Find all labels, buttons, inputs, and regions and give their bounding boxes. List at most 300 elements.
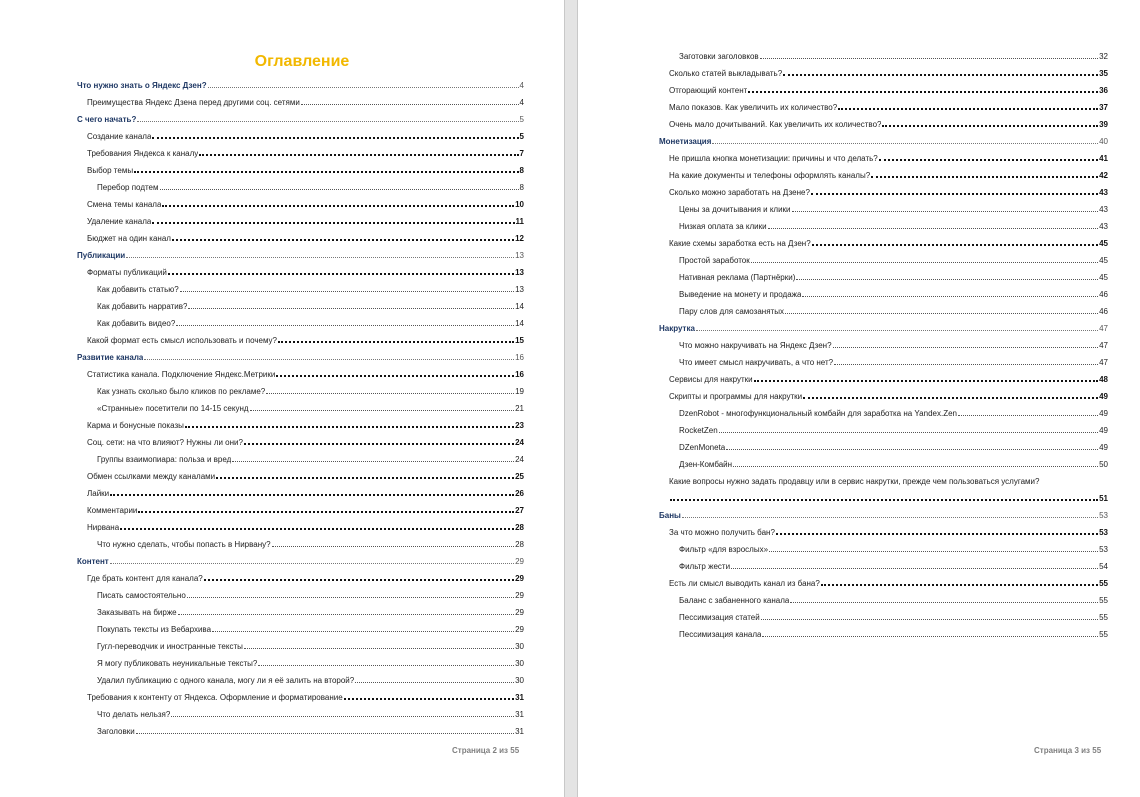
toc-entry-title: Заказывать на бирже: [97, 608, 177, 617]
toc-entry[interactable]: [77, 179, 524, 196]
toc-entry[interactable]: [77, 298, 524, 315]
toc-entry[interactable]: [77, 315, 524, 332]
toc-entry[interactable]: [77, 417, 524, 434]
toc-entry-title: Публикации: [77, 251, 126, 260]
toc-entry-title: Выведение на монету и продажа: [679, 290, 802, 299]
toc-entry-title: Преимущества Яндекс Дзена перед другими соц. сетями: [87, 98, 300, 107]
toc-entry[interactable]: [659, 507, 1108, 524]
toc-entry[interactable]: [77, 400, 524, 417]
toc-entry-page-number: 53: [1099, 528, 1108, 537]
toc-entry[interactable]: [659, 48, 1108, 65]
toc-entry-title: Покупать тексты из Вебархива: [97, 625, 212, 634]
toc-entry-title: Фильтр жести: [679, 562, 731, 571]
toc-entry-page-number: 48: [1099, 375, 1108, 384]
toc-dot-leader: [278, 340, 514, 343]
toc-entry-title: Пару слов для самозанятых: [679, 307, 784, 316]
toc-dot-leader: [144, 358, 514, 360]
toc-entry[interactable]: [659, 167, 1108, 184]
toc-entry-title: Бюджет на один канал: [87, 234, 171, 243]
toc-entry-page-number: 45: [1099, 256, 1108, 265]
toc-dot-leader: [769, 550, 1098, 552]
toc-entry-title: Обмен ссылками между каналами: [87, 472, 216, 481]
toc-entry-page-number: 7: [519, 149, 524, 158]
toc-entry-page-number: 40: [1099, 137, 1108, 146]
toc-dot-leader: [171, 715, 514, 717]
toc-entry-title: Как узнать сколько было кликов по рекламе?: [97, 387, 266, 396]
toc-entry-title: Что можно накручивать на Яндекс Дзен?: [679, 341, 832, 350]
toc-dot-leader: [120, 527, 514, 530]
toc-entry[interactable]: [659, 439, 1108, 456]
toc-entry[interactable]: [659, 354, 1108, 371]
toc-dot-leader: [199, 153, 518, 156]
toc-dot-leader: [762, 635, 1098, 637]
toc-dot-leader: [204, 578, 514, 581]
toc-dot-leader: [180, 290, 514, 292]
toc-entry-title: Есть ли смысл выводить канал из бана?: [669, 579, 820, 588]
toc-entry-page-number: 39: [1099, 120, 1108, 129]
toc-entry-page-number: 36: [1099, 86, 1108, 95]
toc-entry-title: Мало показов. Как увеличить их количество?: [669, 103, 838, 112]
toc-dot-leader: [733, 465, 1098, 467]
toc-entry[interactable]: [77, 468, 524, 485]
toc-entry-title: Скрипты и программы для накрутки: [669, 392, 803, 401]
toc-entry[interactable]: [77, 723, 524, 740]
toc-entry-title: Нативная реклама (Партнёрки): [679, 273, 796, 282]
toc-dot-leader: [176, 324, 514, 326]
toc-entry[interactable]: [77, 638, 524, 655]
page-footer-right: Страница 3 из 55: [1034, 746, 1102, 755]
toc-dot-leader: [126, 256, 514, 258]
toc-entry-page-number: 37: [1099, 103, 1108, 112]
toc-dot-leader: [833, 346, 1099, 348]
toc-entry-page-number: 19: [515, 387, 524, 396]
toc-entry-title: Накрутка: [659, 324, 695, 333]
toc-entry-title: Перебор подтем: [97, 183, 159, 192]
toc-entry-page-number: 55: [1099, 613, 1108, 622]
toc-entry-title: Статистика канала. Подключение Яндекс.Метрики: [87, 370, 276, 379]
toc-entry-title: Заготовки заголовков: [679, 52, 759, 61]
toc-entry-page-number: 14: [515, 319, 524, 328]
toc-entry-title: Как добавить видео?: [97, 319, 176, 328]
toc-dot-leader: [178, 613, 514, 615]
toc-dot-leader: [796, 278, 1098, 280]
toc-dot-leader: [136, 732, 514, 734]
toc-dot-leader: [748, 90, 1098, 93]
toc-entry-page-number: 43: [1099, 188, 1108, 197]
toc-entry[interactable]: [77, 94, 524, 111]
toc-dot-leader: [792, 210, 1099, 212]
toc-entry-page-number: 27: [515, 506, 524, 515]
toc-entry-title: «Странные» посетители по 14-15 секунд: [97, 404, 249, 413]
toc-entry-title: Как добавить нарратив?: [97, 302, 188, 311]
toc-entry-title: Сервисы для накрутки: [669, 375, 753, 384]
toc-entry-title: Пессимизация канала: [679, 630, 762, 639]
toc-dot-leader: [696, 329, 1098, 331]
toc-dot-leader: [276, 374, 514, 377]
toc-entry-page-number: 28: [515, 540, 524, 549]
toc-dot-leader: [882, 124, 1098, 127]
toc-entry-title: Дзен-Комбайн: [679, 460, 733, 469]
toc-entry-title: Что делать нельзя?: [97, 710, 171, 719]
toc-entry[interactable]: [659, 456, 1108, 473]
toc-entry-page-number: 46: [1099, 290, 1108, 299]
toc-dot-leader: [751, 261, 1098, 263]
toc-entry-title: Выбор темы: [87, 166, 134, 175]
toc-dot-leader: [838, 107, 1098, 110]
toc-entry[interactable]: [77, 587, 524, 604]
toc-dot-leader: [188, 307, 514, 309]
toc-entry-page-number: 30: [515, 642, 524, 651]
toc-dot-leader: [958, 414, 1098, 416]
toc-dot-leader: [272, 545, 514, 547]
toc-entry-title: Как добавить статью?: [97, 285, 179, 294]
toc-entry[interactable]: [77, 485, 524, 502]
toc-entry[interactable]: [659, 320, 1108, 337]
toc-dot-leader: [812, 243, 1098, 246]
toc-entry-title: Я могу публиковать неуникальные тексты?: [97, 659, 258, 668]
toc-entry-page-number: 46: [1099, 307, 1108, 316]
toc-dot-leader: [768, 227, 1098, 229]
toc-entry[interactable]: [659, 371, 1108, 388]
toc-entry-page-number: 29: [515, 574, 524, 583]
toc-entry-title: Форматы публикаций: [87, 268, 167, 277]
toc-entry-title: Гугл-переводчик и иностранные тексты: [97, 642, 243, 651]
toc-entry-title: С чего начать?: [77, 115, 137, 124]
toc-dot-leader: [216, 476, 514, 479]
toc-entry-title: Требования к контенту от Яндекса. Оформление и форматирование: [87, 693, 343, 702]
toc-entry[interactable]: [77, 196, 524, 213]
page-footer-left: Страница 2 из 55: [452, 746, 520, 755]
toc-entry-title: Фильтр «для взрослых»: [679, 545, 769, 554]
toc-dot-leader: [250, 409, 515, 411]
toc-entry[interactable]: [659, 609, 1108, 626]
toc-dot-leader: [879, 158, 1098, 161]
toc-entry[interactable]: [77, 111, 524, 128]
toc-entry-title: DzenRobot - многофункциональный комбайн для заработка на Yandex.Zen: [679, 409, 957, 418]
toc-entry-page-number: 5: [519, 115, 524, 124]
toc-dot-leader: [160, 188, 519, 190]
toc-dot-leader: [152, 221, 514, 224]
toc-entry[interactable]: [659, 558, 1108, 575]
toc-entry-page-number: 5: [519, 132, 524, 141]
toc-entry-title: Комментарии: [87, 506, 138, 515]
toc-entry-title: Какой формат есть смысл использовать и почему?: [87, 336, 278, 345]
toc-entry-page-number: 29: [515, 591, 524, 600]
toc-entry-title: Низкая оплата за клики: [679, 222, 767, 231]
toc-entry[interactable]: [659, 592, 1108, 609]
toc-entry-title: Цены за дочитывания и клики: [679, 205, 791, 214]
toc-entry[interactable]: [77, 604, 524, 621]
toc-entry[interactable]: [77, 655, 524, 672]
toc-dot-leader: [110, 493, 514, 496]
toc-entry-title: Где брать контент для канала?: [87, 574, 203, 583]
toc-entry-title: Не пришла кнопка монетизации: причины и что делать?: [669, 154, 878, 163]
toc-entry-page-number: 25: [515, 472, 524, 481]
toc-entry-page-number: 45: [1099, 239, 1108, 248]
toc-entry-title: Удалил публикацию с одного канала, могу ли я её залить на второй?: [97, 676, 355, 685]
toc-entry-title: DZenMoneta: [679, 443, 726, 452]
toc-dot-leader: [760, 57, 1098, 59]
toc-entry[interactable]: [659, 405, 1108, 422]
toc-entry-page-number: 35: [1099, 69, 1108, 78]
toc-dot-leader: [754, 379, 1098, 382]
toc-entry-page-number: 54: [1099, 562, 1108, 571]
toc-entry[interactable]: [77, 621, 524, 638]
toc-entry[interactable]: [77, 570, 524, 587]
toc-dot-leader: [682, 516, 1098, 518]
toc-entry-page-number: 55: [1099, 596, 1108, 605]
toc-entry[interactable]: [659, 133, 1108, 150]
toc-entry[interactable]: [659, 473, 1108, 507]
toc-dot-leader: [344, 697, 514, 700]
toc-entry-page-number: 24: [515, 438, 524, 447]
toc-entry-title: Какие вопросы нужно задать продавцу или в сервис накрутки, прежде чем пользоваться услугами?: [669, 477, 1040, 486]
toc-entry-page-number: 23: [515, 421, 524, 430]
toc-list-left: [77, 77, 524, 740]
toc-dot-leader: [802, 295, 1098, 297]
toc-entry[interactable]: [659, 269, 1108, 286]
toc-entry-page-number: 4: [519, 81, 524, 90]
toc-entry-page-number: 49: [1099, 392, 1108, 401]
toc-entry-title: Баны: [659, 511, 681, 520]
toc-dot-leader: [212, 630, 514, 632]
toc-entry-title: Баланс с забаненного канала: [679, 596, 790, 605]
toc-entry-page-number: 16: [515, 370, 524, 379]
toc-list-right: [659, 48, 1108, 643]
toc-entry-title: Карма и бонусные показы: [87, 421, 184, 430]
toc-dot-leader: [162, 204, 514, 207]
toc-dot-leader: [761, 618, 1098, 620]
toc-entry-title: Отгорающий контент: [669, 86, 748, 95]
toc-dot-leader: [803, 396, 1098, 399]
toc-dot-leader: [776, 532, 1098, 535]
toc-dot-leader: [134, 170, 518, 173]
toc-entry-title: Создание канала: [87, 132, 152, 141]
toc-entry-title: Удаление канала: [87, 217, 152, 226]
toc-entry[interactable]: [659, 626, 1108, 643]
toc-entry[interactable]: [77, 77, 524, 94]
toc-entry[interactable]: [77, 332, 524, 349]
toc-entry-title: Простой заработок: [679, 256, 750, 265]
toc-dot-leader: [731, 567, 1098, 569]
toc-entry[interactable]: [77, 247, 524, 264]
toc-entry-title: Нирвана: [87, 523, 120, 532]
toc-entry-page-number: 4: [519, 98, 524, 107]
toc-entry[interactable]: [77, 519, 524, 536]
toc-entry[interactable]: [659, 235, 1108, 252]
toc-entry-title: Очень мало дочитываний. Как увеличить их количество?: [669, 120, 882, 129]
toc-dot-leader: [258, 664, 514, 666]
toc-entry-page-number: 10: [515, 200, 524, 209]
toc-entry-page-number: 47: [1099, 341, 1108, 350]
toc-entry-title: Смена темы канала: [87, 200, 162, 209]
toc-entry-page-number: 13: [515, 251, 524, 260]
toc-entry[interactable]: [77, 162, 524, 179]
toc-entry[interactable]: [659, 82, 1108, 99]
toc-entry[interactable]: [77, 672, 524, 689]
toc-entry[interactable]: [77, 349, 524, 366]
toc-entry[interactable]: [77, 502, 524, 519]
toc-entry-page-number: 12: [515, 234, 524, 243]
toc-entry-title: Что нужно знать о Яндекс Дзен?: [77, 81, 207, 90]
toc-entry-title: Группы взаимопиара: польза и вред: [97, 455, 232, 464]
toc-entry[interactable]: [659, 150, 1108, 167]
toc-entry-page-number: 26: [515, 489, 524, 498]
toc-dot-leader: [719, 431, 1098, 433]
toc-dot-leader: [834, 363, 1098, 365]
toc-entry-page-number: 50: [1099, 460, 1108, 469]
toc-entry-page-number: 13: [515, 285, 524, 294]
toc-dot-leader: [790, 601, 1098, 603]
toc-dot-leader: [712, 142, 1098, 144]
document-page-3: [578, 0, 1140, 797]
toc-entry-page-number: 31: [515, 693, 524, 702]
toc-entry-title: Контент: [77, 557, 109, 566]
toc-entry-title: Какие схемы заработка есть на Дзен?: [669, 239, 811, 248]
toc-entry-title: Лайки: [87, 489, 110, 498]
toc-entry[interactable]: [77, 553, 524, 570]
toc-entry-page-number: 41: [1099, 154, 1108, 163]
toc-entry-page-number: 32: [1099, 52, 1108, 61]
toc-entry-page-number: 21: [515, 404, 524, 413]
toc-entry-title: Сколько статей выкладывать?: [669, 69, 783, 78]
toc-dot-leader: [172, 238, 514, 241]
toc-entry-page-number: 47: [1099, 324, 1108, 333]
toc-entry-page-number: 43: [1099, 205, 1108, 214]
toc-entry-title: Требования Яндекса к каналу: [87, 149, 199, 158]
toc-entry[interactable]: [77, 434, 524, 451]
toc-entry-title: За что можно получить бан?: [669, 528, 775, 537]
toc-dot-leader: [137, 120, 518, 122]
toc-dot-leader: [783, 73, 1098, 76]
toc-dot-leader: [244, 647, 514, 649]
toc-entry-page-number: 53: [1099, 545, 1108, 554]
toc-dot-leader: [185, 425, 514, 428]
toc-dot-leader: [152, 136, 518, 139]
toc-dot-leader: [232, 460, 514, 462]
toc-entry-page-number: 29: [515, 557, 524, 566]
toc-entry-page-number: 30: [515, 676, 524, 685]
toc-entry[interactable]: [659, 286, 1108, 303]
toc-dot-leader: [208, 86, 519, 88]
toc-entry[interactable]: [659, 524, 1108, 541]
toc-entry-title: Заголовки: [97, 727, 135, 736]
toc-entry[interactable]: [77, 128, 524, 145]
document-page-2: [0, 0, 564, 797]
toc-entry[interactable]: [77, 451, 524, 468]
toc-entry-page-number: 15: [515, 336, 524, 345]
page-gap: [564, 0, 578, 797]
toc-entry-title: Писать самостоятельно: [97, 591, 186, 600]
toc-entry-title: Пессимизация статей: [679, 613, 760, 622]
toc-dot-leader: [871, 175, 1098, 178]
toc-entry-page-number: 29: [515, 608, 524, 617]
toc-dot-leader: [266, 392, 514, 394]
toc-entry-page-number: 14: [515, 302, 524, 311]
toc-dot-leader: [726, 448, 1098, 450]
toc-entry-page-number: 8: [519, 183, 524, 192]
toc-dot-leader: [244, 442, 514, 445]
toc-entry-title: Монетизация: [659, 137, 712, 146]
toc-dot-leader: [187, 596, 514, 598]
toc-entry[interactable]: [77, 145, 524, 162]
toc-entry[interactable]: [659, 337, 1108, 354]
toc-entry-page-number: 8: [519, 166, 524, 175]
toc-dot-leader: [168, 272, 514, 275]
toc-entry-page-number: 31: [515, 710, 524, 719]
toc-entry[interactable]: [77, 536, 524, 553]
toc-entry-page-number: 29: [515, 625, 524, 634]
toc-dot-leader: [301, 103, 519, 105]
toc-entry[interactable]: [659, 65, 1108, 82]
toc-dot-leader: [355, 681, 514, 683]
toc-entry-title: Сколько можно заработать на Дзене?: [669, 188, 810, 197]
toc-entry-title: Что имеет смысл накручивать, а что нет?: [679, 358, 834, 367]
toc-entry-page-number: 42: [1099, 171, 1108, 180]
toc-entry-title: Развитие канала: [77, 353, 144, 362]
toc-entry[interactable]: [77, 383, 524, 400]
toc-dot-leader: [670, 498, 1098, 501]
toc-dot-leader: [785, 312, 1098, 314]
toc-entry-page-number: 11: [515, 217, 524, 226]
toc-entry[interactable]: [77, 281, 524, 298]
toc-entry-page-number: 53: [1099, 511, 1108, 520]
toc-entry[interactable]: [77, 213, 524, 230]
toc-dot-leader: [811, 192, 1098, 195]
toc-entry[interactable]: [659, 116, 1108, 133]
toc-dot-leader: [138, 510, 514, 513]
toc-entry[interactable]: [77, 230, 524, 247]
toc-entry[interactable]: [659, 99, 1108, 116]
toc-entry[interactable]: [659, 184, 1108, 201]
toc-entry-page-number: 55: [1099, 630, 1108, 639]
toc-entry[interactable]: [77, 264, 524, 281]
toc-entry[interactable]: [659, 201, 1108, 218]
toc-entry-page-number: 49: [1099, 443, 1108, 452]
toc-entry[interactable]: [659, 575, 1108, 592]
toc-entry-page-number: 47: [1099, 358, 1108, 367]
toc-entry-page-number: 55: [1099, 579, 1108, 588]
toc-entry-page-number: 16: [515, 353, 524, 362]
toc-entry[interactable]: [659, 303, 1108, 320]
toc-entry-page-number: 24: [515, 455, 524, 464]
toc-entry-page-number: 45: [1099, 273, 1108, 282]
toc-entry[interactable]: [77, 689, 524, 706]
toc-entry-title: Что нужно сделать, чтобы попасть в Нирвану?: [97, 540, 271, 549]
toc-entry-page-number: 31: [515, 727, 524, 736]
toc-entry-page-number: 49: [1099, 409, 1108, 418]
toc-entry[interactable]: [659, 422, 1108, 439]
toc-entry-page-number: 43: [1099, 222, 1108, 231]
toc-entry[interactable]: [659, 252, 1108, 269]
toc-dot-leader: [821, 583, 1098, 586]
toc-entry-page-number: 28: [515, 523, 524, 532]
toc-title: Оглавление: [254, 53, 350, 70]
toc-entry-page-number: 30: [515, 659, 524, 668]
toc-dot-leader: [110, 562, 514, 564]
toc-entry[interactable]: [659, 388, 1108, 405]
toc-entry-page-number: 51: [1099, 494, 1108, 503]
toc-entry[interactable]: [77, 706, 524, 723]
toc-entry-title: RocketZen: [679, 426, 718, 435]
toc-entry-title: Соц. сети: на что влияют? Нужны ли они?: [87, 438, 243, 447]
toc-entry-page-number: 13: [515, 268, 524, 277]
toc-entry-page-number: 49: [1099, 426, 1108, 435]
toc-entry[interactable]: [77, 366, 524, 383]
toc-entry[interactable]: [659, 218, 1108, 235]
toc-entry-title: На какие документы и телефоны оформлять каналы?: [669, 171, 871, 180]
toc-entry[interactable]: [659, 541, 1108, 558]
